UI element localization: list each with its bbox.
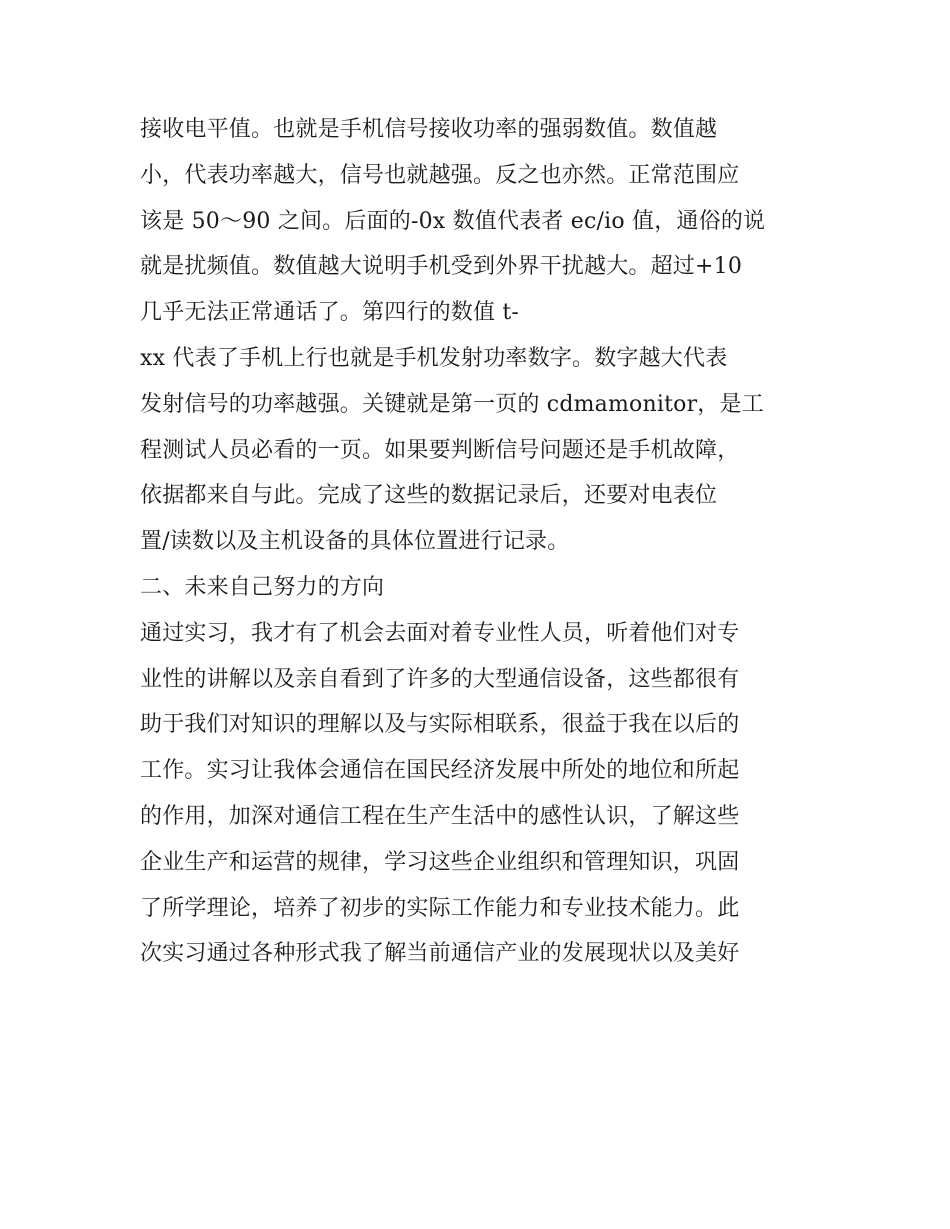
text-line: 发射信号的功率越强。关键就是第一页的 cdmamonitor，是工 (140, 391, 764, 417)
text-line: 小，代表功率越大，信号也就越强。反之也亦然。正常范围应 (140, 162, 740, 188)
text-line: 企业生产和运营的规律，学习这些企业组织和管理知识，巩固 (140, 849, 740, 875)
document-body (140, 107, 820, 977)
text-line: 置/读数以及主机设备的具体位置进行记录。 (140, 529, 570, 555)
text-line: 次实习通过各种形式我了解当前通信产业的发展现状以及美好 (140, 941, 740, 967)
text-line: 程测试人员必看的一页。如果要判断信号问题还是手机故障， (140, 437, 740, 463)
text-line: xx 代表了手机上行也就是手机发射功率数字。数字越大代表 (140, 345, 728, 371)
section-heading: 二、未来自己努力的方向 (140, 574, 385, 600)
text-line: 接收电平值。也就是手机信号接收功率的强弱数值。数值越 (140, 117, 718, 142)
text-line: 就是扰频值。数值越大说明手机受到外界干扰越大。超过+10 (140, 254, 743, 280)
text-line: 该是 50～90 之间。后面的-0x 数值代表者 ec/io 值，通俗的说 (140, 208, 766, 234)
text-line: 的作用，加深对通信工程在生产生活中的感性认识，了解这些 (140, 803, 740, 829)
text-line: 了所学理论，培养了初步的实际工作能力和专业技术能力。此 (140, 895, 740, 921)
text-line: 工作。实习让我体会通信在国民经济发展中所处的地位和所起 (140, 758, 740, 784)
text-line: 助于我们对知识的理解以及与实际相联系，很益于我在以后的 (140, 712, 740, 738)
text-line: 通过实习，我才有了机会去面对着专业性人员，听着他们对专 (140, 620, 740, 646)
text-line: 几乎无法正常通话了。第四行的数值 t- (140, 300, 520, 326)
text-line: 业性的讲解以及亲自看到了许多的大型通信设备，这些都很有 (140, 666, 740, 692)
text-line: 依据都来自与此。完成了这些的数据记录后，还要对电表位 (140, 483, 718, 509)
